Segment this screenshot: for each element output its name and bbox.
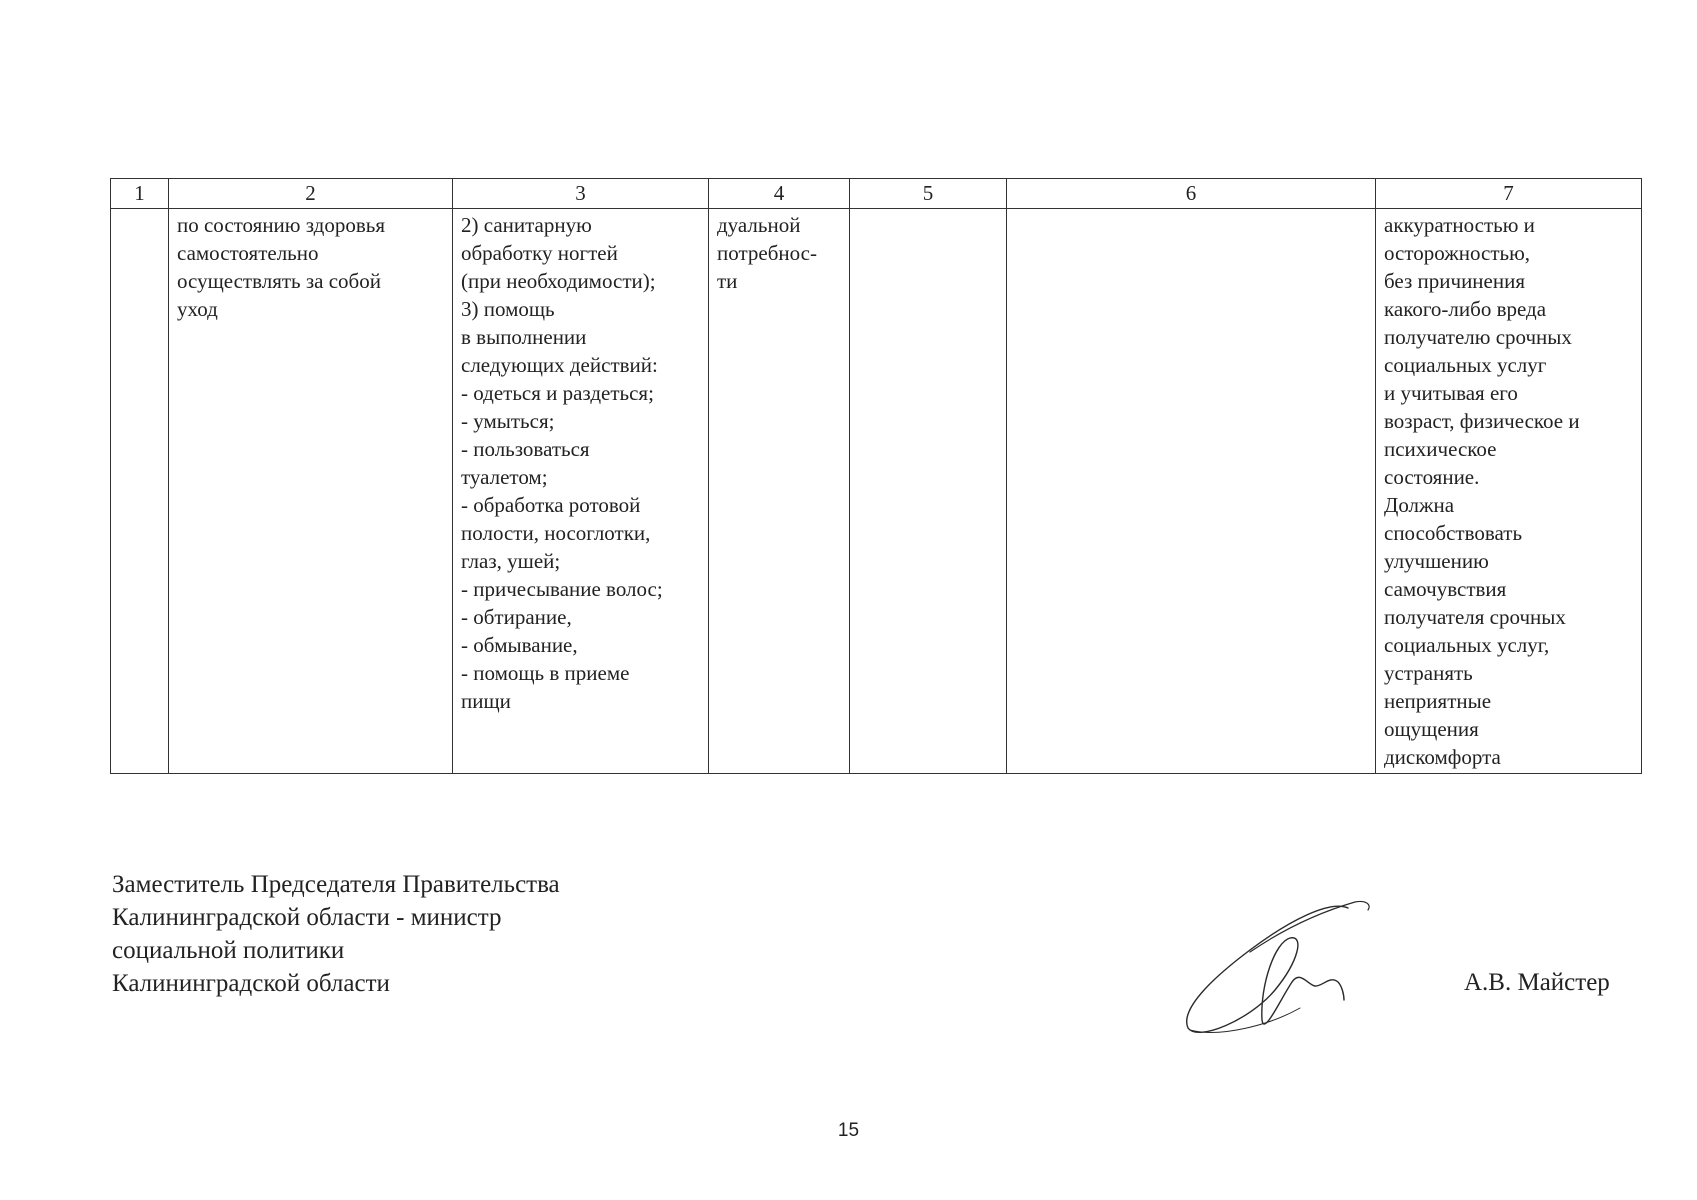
- text-line: аккуратностью и: [1384, 213, 1535, 237]
- cell-col4: [709, 209, 850, 774]
- text-line: какого-либо вреда: [1384, 297, 1547, 321]
- text-line: ощущения: [1384, 717, 1479, 741]
- text-line: Заместитель Председателя Правительства: [112, 871, 560, 898]
- text-line: Калининградской области: [112, 970, 390, 997]
- column-number-6: 6: [1007, 179, 1376, 209]
- text-line: потребнос-: [717, 241, 817, 265]
- text-line: осуществлять за собой: [177, 269, 381, 293]
- text-line: - обтирание,: [461, 605, 572, 629]
- cell-col3: [453, 209, 709, 774]
- column-number-5: 5: [850, 179, 1007, 209]
- text-line: неприятные: [1384, 689, 1492, 713]
- text-line: - одеться и раздеться;: [461, 381, 654, 405]
- text-line: по состоянию здоровья: [177, 213, 385, 237]
- text-line: психическое: [1384, 437, 1497, 461]
- text-line: возраст, физическое и: [1384, 409, 1580, 433]
- text-line: ти: [717, 269, 738, 293]
- text-line: - пользоваться: [461, 437, 590, 461]
- cell-col7: [1376, 209, 1642, 774]
- text-line: Калининградской области - министр: [112, 904, 502, 931]
- text-line: пищи: [461, 689, 511, 713]
- table-header-row: [111, 179, 1642, 209]
- text-line: туалетом;: [461, 465, 548, 489]
- text-line: дуальной: [717, 213, 801, 237]
- text-line: (при необходимости);: [461, 269, 656, 293]
- cell-col1: [111, 209, 169, 774]
- text-line: глаз, ушей;: [461, 549, 561, 573]
- text-line: способствовать: [1384, 521, 1523, 545]
- text-line: - причесывание волос;: [461, 577, 663, 601]
- text-line: Должна: [1384, 493, 1455, 517]
- text-line: уход: [177, 297, 218, 321]
- table-row: [111, 209, 1642, 774]
- cell-col6: [1007, 209, 1376, 774]
- text-line: обработку ногтей: [461, 241, 618, 265]
- text-line: состояние.: [1384, 465, 1480, 489]
- text-line: в выполнении: [461, 325, 587, 349]
- cell-col5: [850, 209, 1007, 774]
- column-number-1: 1: [111, 179, 169, 209]
- signatory-name: А.В. Майстер: [1464, 969, 1610, 996]
- text-line: устранять: [1384, 661, 1473, 685]
- text-line: улучшению: [1384, 549, 1489, 573]
- text-line: получателя срочных: [1384, 605, 1566, 629]
- text-line: - помощь в приеме: [461, 661, 630, 685]
- text-line: социальной политики: [112, 937, 345, 964]
- column-number-7: 7: [1376, 179, 1642, 209]
- text-line: самостоятельно: [177, 241, 319, 265]
- text-line: социальных услуг: [1384, 353, 1547, 377]
- text-line: - обмывание,: [461, 633, 578, 657]
- text-line: самочувствия: [1384, 577, 1507, 601]
- text-line: 2) санитарную: [461, 213, 592, 237]
- text-line: дискомфорта: [1384, 745, 1501, 769]
- page-number: 15: [837, 1120, 860, 1141]
- text-line: - обработка ротовой: [461, 493, 641, 517]
- text-line: и учитывая его: [1384, 381, 1518, 405]
- column-number-4: 4: [709, 179, 850, 209]
- handwritten-signature: [1180, 890, 1410, 1040]
- services-table: [110, 178, 1642, 774]
- text-line: без причинения: [1384, 269, 1526, 293]
- text-line: получателю срочных: [1384, 325, 1572, 349]
- text-line: осторожностью,: [1384, 241, 1531, 265]
- text-line: полости, носоглотки,: [461, 521, 651, 545]
- column-number-3: 3: [453, 179, 709, 209]
- cell-col2: [169, 209, 453, 774]
- text-line: 3) помощь: [461, 297, 555, 321]
- signatory-position: [112, 868, 560, 1000]
- column-number-2: 2: [169, 179, 453, 209]
- text-line: следующих действий:: [461, 353, 658, 377]
- text-line: - умыться;: [461, 409, 555, 433]
- text-line: социальных услуг,: [1384, 633, 1550, 657]
